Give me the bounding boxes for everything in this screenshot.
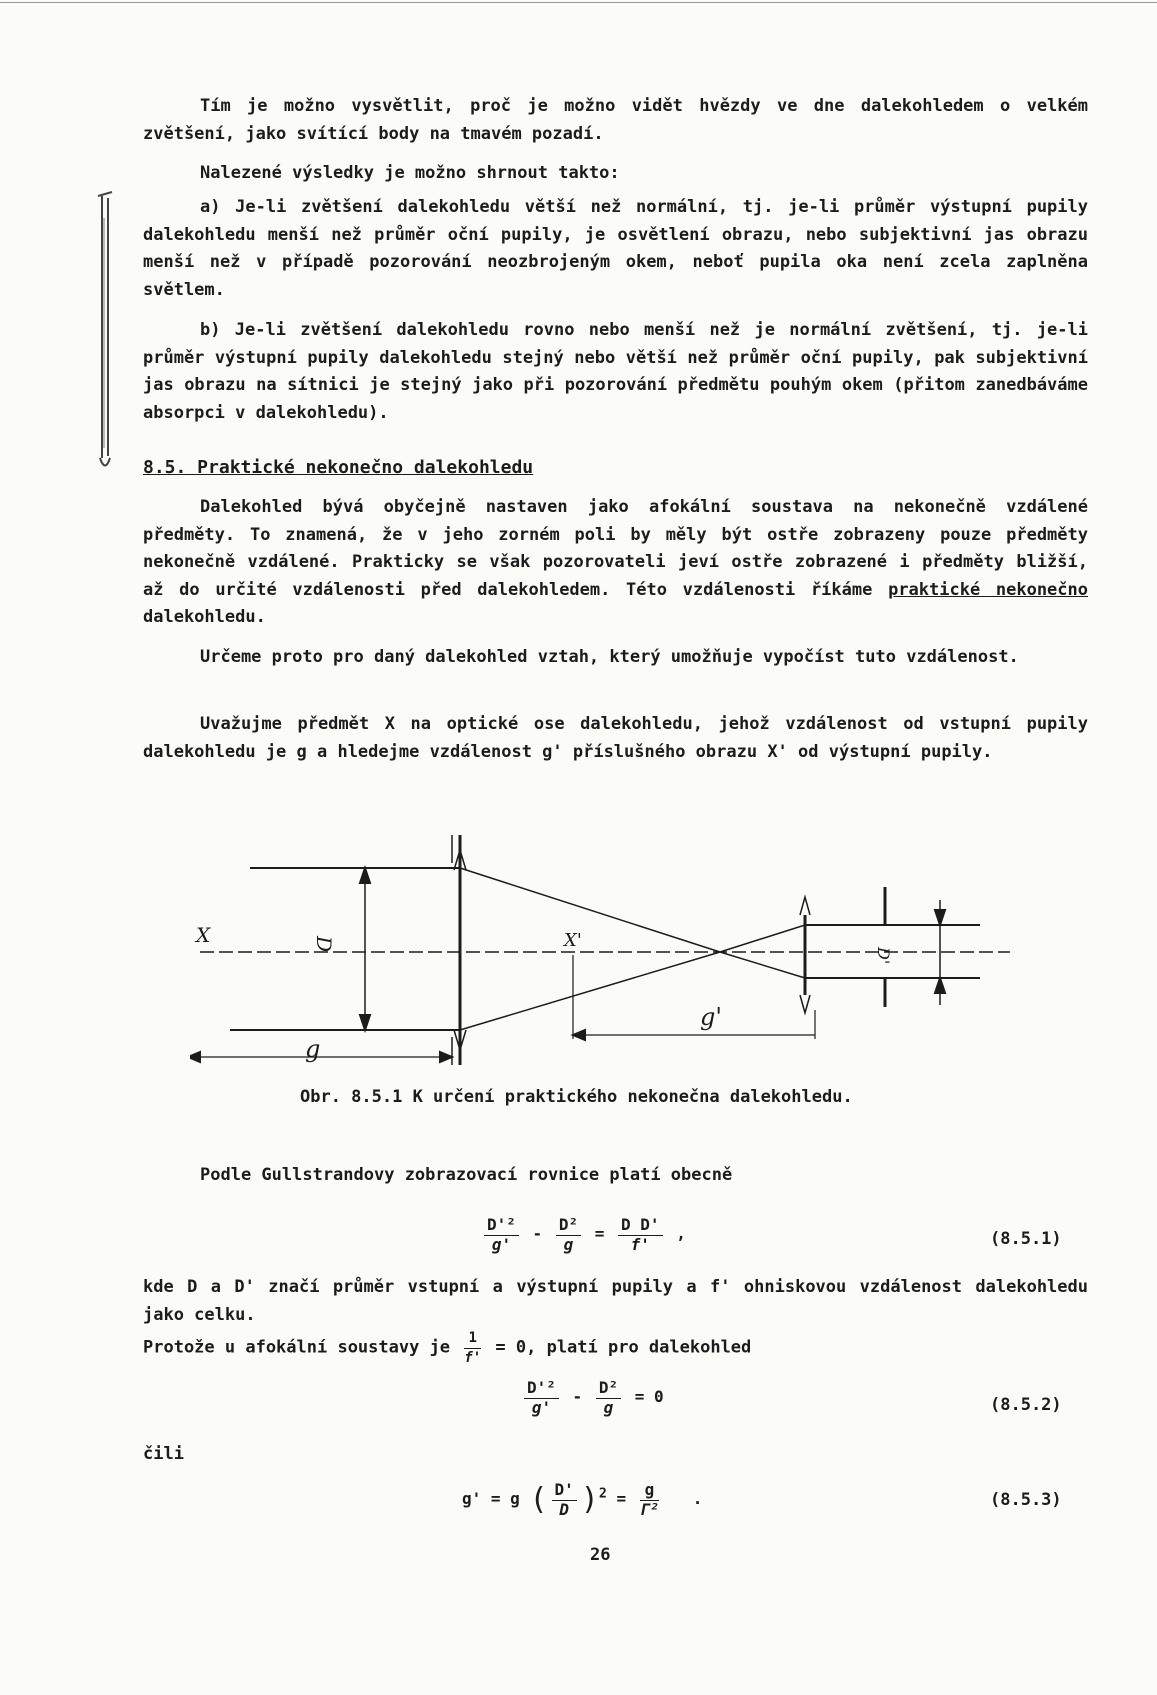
paragraph-gullstrand: Podle Gullstrandovy zobrazovací rovnice platí obecně bbox=[200, 1165, 733, 1185]
binding-mark bbox=[88, 188, 118, 478]
figure-caption: Obr. 8.5.1 K určení praktického nekonečna dalekohledu. bbox=[300, 1087, 853, 1107]
equation-8-5-3: g' = g ( $\frac{D'}{D}$ )$^2$ = $\frac{g}{\text{Γ²}}$ . bbox=[462, 1480, 703, 1519]
frac-inline: $\frac{1}{f'}$ bbox=[464, 1330, 482, 1366]
paragraph-definition bbox=[143, 494, 1088, 632]
label-Xp: X' bbox=[564, 930, 582, 951]
definition-term: praktické nekonečno bbox=[888, 579, 1088, 600]
page-top-edge bbox=[0, 2, 1157, 3]
label-gp: g' bbox=[700, 1003, 722, 1031]
paragraph-afocal: Protože u afokální soustavy je $\frac{1}{f'}$ = 0, platí pro dalekohled bbox=[143, 1330, 752, 1366]
definition-end: dalekohledu. bbox=[143, 607, 266, 627]
frac-4: $\frac{\text{D'²}}{g'}$ bbox=[524, 1378, 559, 1417]
page-number: 26 bbox=[590, 1545, 611, 1565]
word-cili: čili bbox=[143, 1444, 184, 1464]
frac-1: $\frac{\text{D'²}}{g'}$ bbox=[484, 1215, 519, 1254]
equation-number-1: (8.5.1) bbox=[990, 1229, 1062, 1249]
frac-7: $\frac{g}{\text{Γ²}}$ bbox=[639, 1480, 660, 1519]
frac-5: $\frac{\text{D²}}{g}$ bbox=[596, 1378, 621, 1417]
label-g: g bbox=[305, 1035, 321, 1063]
label-Dp: D' bbox=[874, 947, 893, 965]
section-heading: 8.5. Praktické nekonečno dalekohledu bbox=[143, 457, 534, 478]
label-D: D bbox=[312, 936, 336, 953]
telescope-figure bbox=[190, 825, 1020, 1085]
frac-3: $\frac{\text{D D'}}{f'}$ bbox=[618, 1215, 663, 1254]
equation-number-3: (8.5.3) bbox=[990, 1490, 1062, 1510]
paragraph-summary: Nalezené výsledky je možno shrnout takto: bbox=[200, 163, 620, 183]
definition-text: Dalekohled bývá obyčejně nastaven jako afokální soustava na nekonečně vzdálené předměty. To znamená, že v jeho zorném poli by měly být ostře zobrazeny pouze předměty nekonečně vzdálené. Prakticky se však pozorovateli jeví ostře zobrazené i předměty bližší, až do určité vzdálenosti před dalekohledem. Této vzdálenosti říkáme bbox=[143, 497, 1088, 600]
label-X: X bbox=[196, 923, 211, 947]
frac-2: $\frac{\text{D²}}{g}$ bbox=[556, 1215, 581, 1254]
paragraph-intro: Tím je možno vysvětlit, proč je možno vidět hvězdy ve dne dalekohledem o velkém zvětšení, jako svítící body na tmavém pozadí. bbox=[143, 96, 1088, 144]
equation-number-2: (8.5.2) bbox=[990, 1395, 1062, 1415]
equation-8-5-2: $\frac{\text{D'²}}{g'}$ - $\frac{\text{D²}}{g}$ = 0 bbox=[520, 1378, 664, 1417]
paragraph-where: kde D a D' značí průměr vstupní a výstupní pupily a f' ohniskovou vzdálenost dalekohledu jako celku. bbox=[143, 1277, 1088, 1325]
paragraph-task: Určeme proto pro daný dalekohled vztah, který umožňuje vypočíst tuto vzdálenost. bbox=[200, 647, 1019, 667]
frac-6: $\frac{D'}{D}$ bbox=[552, 1480, 577, 1519]
paragraph-consider: Uvažujme předmět X na optické ose dalekohledu, jehož vzdálenost od vstupní pupily dalekohledu je g a hledejme vzdálenost g' příslušného obrazu X' od výstupní pupily. bbox=[143, 714, 1088, 762]
equation-8-5-1: $\frac{\text{D'²}}{g'}$ - $\frac{\text{D²}}{g}$ = $\frac{\text{D D'}}{f'}$ , bbox=[480, 1215, 686, 1254]
paragraph-a: a) Je-li zvětšení dalekohledu větší než normální, tj. je-li průměr výstupní pupily dalekohledu menší než průměr oční pupily, je osvětlení obrazu, nebo subjektivní jas obrazu menší než v případě pozorování neozbrojeným okem, neboť pupila oka není zcela zaplněna světlem. bbox=[143, 197, 1088, 300]
paragraph-b: b) Je-li zvětšení dalekohledu rovno nebo menší než je normální zvětšení, tj. je-li průměr výstupní pupily dalekohledu stejný nebo větší než průměr oční pupily, pak subjektivní jas obrazu na sítnici je stejný jako při pozorování předmětu pouhým okem (přitom zanedbáváme absorpci v dalekohledu). bbox=[143, 320, 1088, 423]
